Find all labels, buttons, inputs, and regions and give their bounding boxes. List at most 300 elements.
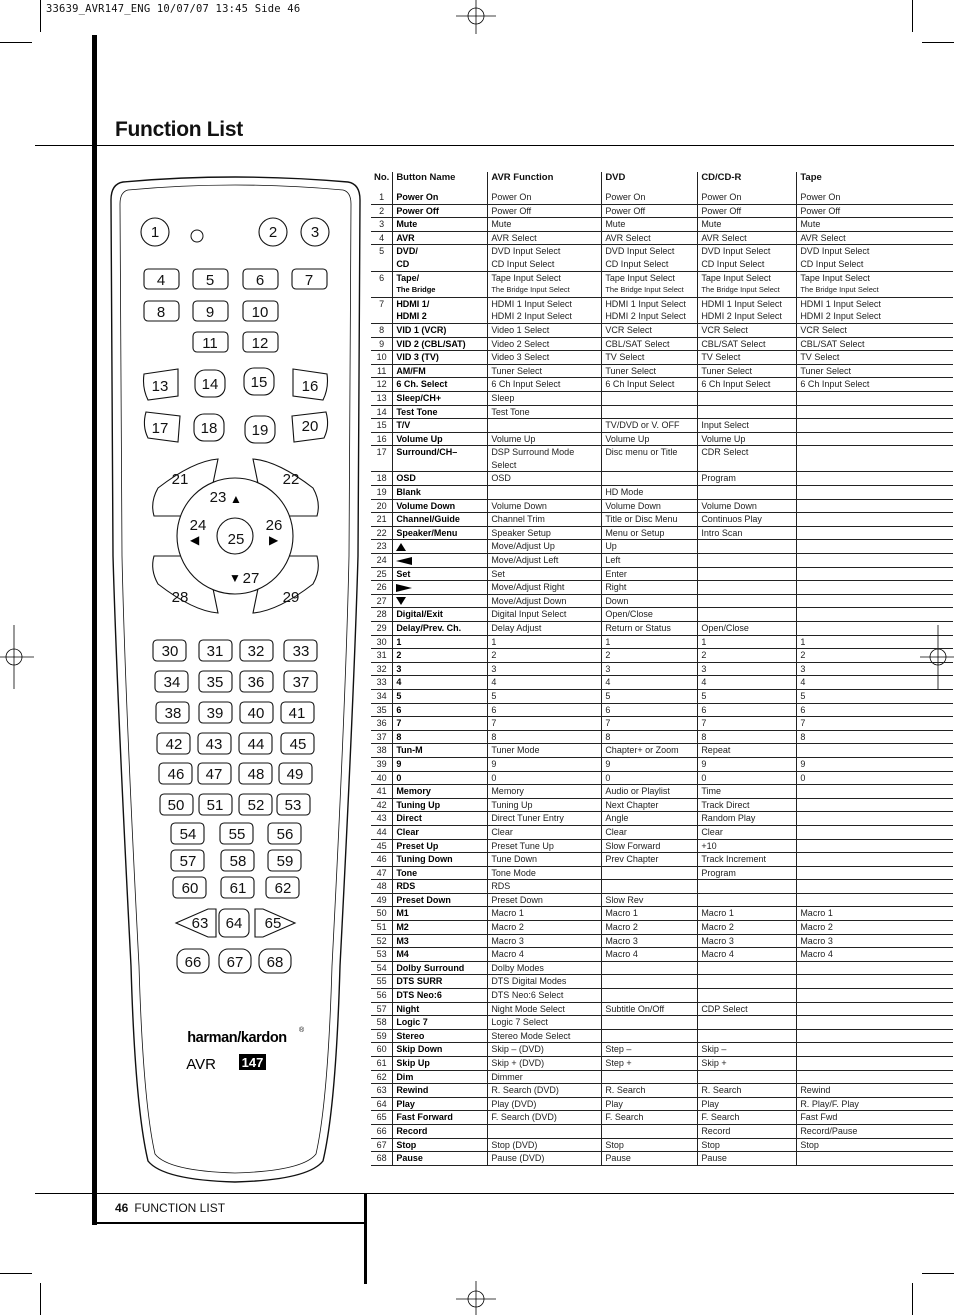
function-list-table [371, 172, 953, 1166]
footer-bar [364, 1194, 367, 1284]
svg-text:38: 38 [164, 705, 182, 722]
function-cell: HDMI 1 Input Select HDMI 2 Input Select [797, 297, 953, 323]
function-cell: CDP Select [698, 1002, 797, 1016]
button-name: Surround/CH– [393, 446, 488, 472]
remote-model-number: 147 [241, 1055, 264, 1070]
row-number: 45 [371, 839, 393, 853]
table-row [371, 391, 953, 405]
row-number: 24 [371, 554, 393, 568]
function-cell: Program [698, 866, 797, 880]
row-number: 49 [371, 893, 393, 907]
table-row [371, 581, 953, 595]
row-number: 65 [371, 1111, 393, 1125]
button-name: 6 Ch. Select [393, 378, 488, 392]
button-name: 1 [393, 635, 488, 649]
button-name: Skip Up [393, 1057, 488, 1071]
function-cell: 1 [602, 635, 698, 649]
row-number: 4 [371, 231, 393, 245]
button-name: OSD [393, 472, 488, 486]
svg-text:31: 31 [206, 643, 224, 660]
table-row [371, 526, 953, 540]
function-cell [698, 880, 797, 894]
svg-text:5: 5 [205, 272, 215, 289]
function-cell: 9 [797, 757, 953, 771]
table-row [371, 717, 953, 731]
arrow-key-icon [396, 557, 412, 565]
svg-text:67: 67 [226, 954, 244, 971]
table-row [371, 989, 953, 1003]
function-cell [797, 499, 953, 513]
function-cell: 5 [488, 689, 602, 703]
function-cell: Random Play [698, 812, 797, 826]
button-name: Tone [393, 866, 488, 880]
function-cell: Power On [797, 191, 953, 204]
function-cell: Tuner Select [698, 364, 797, 378]
table-row [371, 853, 953, 867]
row-number: 5 [371, 245, 393, 271]
row-number: 42 [371, 798, 393, 812]
row-number: 67 [371, 1138, 393, 1152]
function-cell [797, 1016, 953, 1030]
function-cell: Volume Up [698, 432, 797, 446]
svg-text:33: 33 [292, 643, 310, 660]
function-cell [797, 432, 953, 446]
function-cell: Preset Tune Up [488, 839, 602, 853]
function-cell: Speaker Setup [488, 526, 602, 540]
function-cell: Mute [602, 218, 698, 232]
svg-text:6: 6 [255, 272, 265, 289]
function-cell [797, 785, 953, 799]
table-row [371, 513, 953, 527]
function-cell [797, 975, 953, 989]
row-number: 6 [371, 271, 393, 297]
button-name: Memory [393, 785, 488, 799]
function-cell [797, 880, 953, 894]
table-row [371, 1016, 953, 1030]
table-row [371, 554, 953, 568]
table-row [371, 825, 953, 839]
function-cell: Stereo Mode Select [488, 1029, 602, 1043]
button-name: M4 [393, 948, 488, 962]
function-cell [488, 1124, 602, 1138]
button-name: Night [393, 1002, 488, 1016]
button-name [393, 540, 488, 554]
function-cell: Macro 2 [797, 921, 953, 935]
function-cell: 6 [488, 703, 602, 717]
svg-text:54: 54 [179, 826, 197, 843]
button-name: HDMI 1/ HDMI 2 [393, 297, 488, 323]
button-name: 8 [393, 730, 488, 744]
function-cell: Next Chapter [602, 798, 698, 812]
function-cell: Repeat [698, 744, 797, 758]
function-cell: Macro 1 [602, 907, 698, 921]
svg-text:13: 13 [151, 378, 169, 395]
table-row [371, 323, 953, 337]
function-cell [698, 608, 797, 622]
function-cell [797, 961, 953, 975]
function-cell: 2 [698, 649, 797, 663]
function-cell: 6 Ch Input Select [698, 378, 797, 392]
function-cell: Prev Chapter [602, 853, 698, 867]
function-cell [797, 581, 953, 595]
table-row [371, 812, 953, 826]
row-number: 10 [371, 351, 393, 365]
button-name: DTS SURR [393, 975, 488, 989]
function-cell: Tape Input Select The Bridge Input Select [797, 271, 953, 297]
function-cell [797, 1057, 953, 1071]
function-cell [698, 594, 797, 608]
svg-text:53: 53 [284, 797, 302, 814]
function-cell: Subtitle On/Off [602, 1002, 698, 1016]
table-row [371, 191, 953, 204]
svg-text:40: 40 [247, 705, 265, 722]
column-header: AVR Function [488, 172, 602, 191]
function-cell [797, 405, 953, 419]
row-number: 9 [371, 337, 393, 351]
function-cell: Move/Adjust Down [488, 594, 602, 608]
function-cell [698, 961, 797, 975]
svg-text:19: 19 [251, 422, 269, 439]
function-cell: VCR Select [797, 323, 953, 337]
table-row [371, 866, 953, 880]
function-cell: Delay Adjust [488, 622, 602, 636]
table-row [371, 961, 953, 975]
function-cell: Slow Rev [602, 893, 698, 907]
function-cell: Mute [698, 218, 797, 232]
function-cell [797, 893, 953, 907]
svg-text:36: 36 [247, 674, 265, 691]
row-number: 44 [371, 825, 393, 839]
function-cell: 8 [797, 730, 953, 744]
row-number: 55 [371, 975, 393, 989]
svg-text:46: 46 [167, 766, 185, 783]
function-cell: 4 [602, 676, 698, 690]
function-cell: Tuner Select [488, 364, 602, 378]
row-number: 57 [371, 1002, 393, 1016]
function-cell: 1 [797, 635, 953, 649]
row-number: 23 [371, 540, 393, 554]
svg-text:68: 68 [266, 954, 284, 971]
button-name: 3 [393, 662, 488, 676]
button-name: Rewind [393, 1084, 488, 1098]
function-cell [698, 405, 797, 419]
svg-text:47: 47 [205, 766, 223, 783]
function-cell: AVR Select [488, 231, 602, 245]
svg-text:55: 55 [228, 826, 246, 843]
column-header: No. [374, 172, 390, 183]
function-cell: Pause [602, 1152, 698, 1166]
crop-mark [0, 1273, 32, 1274]
function-cell [797, 866, 953, 880]
function-cell: CBL/SAT Select [797, 337, 953, 351]
table-row [371, 1138, 953, 1152]
function-cell: Stop [797, 1138, 953, 1152]
button-name: 0 [393, 771, 488, 785]
function-cell [698, 1070, 797, 1084]
table-row [371, 1029, 953, 1043]
function-cell [797, 839, 953, 853]
svg-text:30: 30 [161, 643, 179, 660]
svg-text:◀: ◀ [190, 533, 200, 547]
function-cell: Chapter+ or Zoom [602, 744, 698, 758]
function-cell: Macro 2 [698, 921, 797, 935]
table-row [371, 594, 953, 608]
function-cell: Move/Adjust Right [488, 581, 602, 595]
function-cell: Program [698, 472, 797, 486]
function-cell: Mute [488, 218, 602, 232]
function-cell: 2 [797, 649, 953, 663]
function-cell: Power Off [488, 204, 602, 218]
function-cell: Tape Input Select The Bridge Input Select [698, 271, 797, 297]
table-row [371, 218, 953, 232]
row-number: 21 [371, 513, 393, 527]
registration-mark [0, 625, 34, 689]
function-cell: Video 3 Select [488, 351, 602, 365]
remote-model-prefix: AVR [186, 1056, 216, 1073]
function-cell: Power Off [602, 204, 698, 218]
crop-mark [40, 1283, 41, 1315]
function-cell: AVR Select [797, 231, 953, 245]
button-name: Preset Down [393, 893, 488, 907]
function-cell: 7 [797, 717, 953, 731]
svg-text:27: 27 [242, 570, 260, 587]
function-cell: 2 [488, 649, 602, 663]
function-cell: Enter [602, 567, 698, 581]
function-cell [797, 812, 953, 826]
row-number: 2 [371, 204, 393, 218]
function-cell [698, 567, 797, 581]
function-cell: CDR Select [698, 446, 797, 472]
function-cell: Input Select [698, 419, 797, 433]
function-cell: Volume Up [602, 432, 698, 446]
function-cell: Power On [488, 191, 602, 204]
function-cell [797, 853, 953, 867]
function-cell: Macro 2 [488, 921, 602, 935]
button-name: DTS Neo:6 [393, 989, 488, 1003]
function-cell: Clear [602, 825, 698, 839]
function-cell: Channel Trim [488, 513, 602, 527]
function-cell: Power Off [698, 204, 797, 218]
column-header: CD/CD-R [698, 172, 797, 191]
row-number: 40 [371, 771, 393, 785]
table-row [371, 1124, 953, 1138]
row-number: 37 [371, 730, 393, 744]
function-cell [602, 975, 698, 989]
button-name: Direct [393, 812, 488, 826]
button-name: Power On [393, 191, 488, 204]
table-row [371, 1084, 953, 1098]
svg-text:8: 8 [156, 304, 166, 321]
footer-underline [96, 1222, 366, 1224]
svg-text:15: 15 [250, 374, 268, 391]
function-cell [602, 472, 698, 486]
registration-mark [456, 1281, 496, 1315]
margin-bar [92, 35, 97, 1225]
function-cell: F. Search (DVD) [488, 1111, 602, 1125]
function-cell: 6 Ch Input Select [602, 378, 698, 392]
row-number: 59 [371, 1029, 393, 1043]
function-cell: HDMI 1 Input Select HDMI 2 Input Select [488, 297, 602, 323]
row-number: 38 [371, 744, 393, 758]
function-cell: Skip + (DVD) [488, 1057, 602, 1071]
svg-text:24: 24 [189, 517, 207, 534]
svg-text:12: 12 [251, 335, 269, 352]
button-name: Test Tone [393, 405, 488, 419]
row-number: 58 [371, 1016, 393, 1030]
table-row [371, 839, 953, 853]
function-cell: +10 [698, 839, 797, 853]
row-number: 13 [371, 391, 393, 405]
button-name: Play [393, 1097, 488, 1111]
button-name: Channel/Guide [393, 513, 488, 527]
crop-mark [922, 1273, 954, 1274]
function-cell: Step – [602, 1043, 698, 1057]
function-cell: Digital Input Select [488, 608, 602, 622]
row-number: 3 [371, 218, 393, 232]
function-cell: 5 [797, 689, 953, 703]
button-name: M2 [393, 921, 488, 935]
table-row [371, 1043, 953, 1057]
function-cell: AVR Select [698, 231, 797, 245]
svg-text:7: 7 [304, 272, 314, 289]
function-cell: 4 [488, 676, 602, 690]
function-cell: F. Search [602, 1111, 698, 1125]
function-cell [602, 405, 698, 419]
crop-mark [912, 1283, 913, 1315]
table-row [371, 921, 953, 935]
svg-text:41: 41 [288, 705, 306, 722]
function-cell: Memory [488, 785, 602, 799]
button-name: M3 [393, 934, 488, 948]
crop-mark [0, 42, 32, 43]
function-cell: Audio or Playlist [602, 785, 698, 799]
function-cell: 1 [488, 635, 602, 649]
function-cell: Pause [698, 1152, 797, 1166]
function-cell: Disc menu or Title [602, 446, 698, 472]
button-name: 9 [393, 757, 488, 771]
button-name: Dim [393, 1070, 488, 1084]
row-number: 53 [371, 948, 393, 962]
table-row [371, 1111, 953, 1125]
row-number: 34 [371, 689, 393, 703]
function-cell: 0 [797, 771, 953, 785]
svg-text:37: 37 [292, 674, 310, 691]
function-cell: 7 [488, 717, 602, 731]
row-number: 54 [371, 961, 393, 975]
row-number: 46 [371, 853, 393, 867]
table-row [371, 730, 953, 744]
function-cell: Left [602, 554, 698, 568]
function-cell: Move/Adjust Up [488, 540, 602, 554]
button-name: 6 [393, 703, 488, 717]
function-cell: Logic 7 Select [488, 1016, 602, 1030]
table-row [371, 649, 953, 663]
function-cell: Down [602, 594, 698, 608]
function-cell: 4 [797, 676, 953, 690]
table-row [371, 689, 953, 703]
function-cell: Clear [488, 825, 602, 839]
row-number: 15 [371, 419, 393, 433]
function-cell: Volume Down [488, 499, 602, 513]
table-row [371, 1002, 953, 1016]
footer-rule [35, 1193, 954, 1194]
function-cell: Macro 4 [797, 948, 953, 962]
button-name [393, 594, 488, 608]
svg-text:45: 45 [289, 736, 307, 753]
table-row [371, 378, 953, 392]
function-cell: Track Direct [698, 798, 797, 812]
function-cell: Direct Tuner Entry [488, 812, 602, 826]
button-name: Preset Up [393, 839, 488, 853]
table-row [371, 567, 953, 581]
footer-section: FUNCTION LIST [134, 1201, 226, 1215]
table-row [371, 703, 953, 717]
function-cell: Record [698, 1124, 797, 1138]
function-cell: Tape Input Select The Bridge Input Select [488, 271, 602, 297]
button-name: Tuning Up [393, 798, 488, 812]
svg-text:11: 11 [202, 335, 218, 352]
function-cell: Open/Close [698, 622, 797, 636]
function-cell: Clear [698, 825, 797, 839]
function-cell [797, 419, 953, 433]
function-cell: HDMI 1 Input Select HDMI 2 Input Select [602, 297, 698, 323]
function-cell: Rewind [797, 1084, 953, 1098]
row-number: 60 [371, 1043, 393, 1057]
function-cell [602, 880, 698, 894]
function-cell: Time [698, 785, 797, 799]
function-cell: Tuner Select [602, 364, 698, 378]
function-cell: Slow Forward [602, 839, 698, 853]
function-cell: HDMI 1 Input Select HDMI 2 Input Select [698, 297, 797, 323]
function-cell: 3 [488, 662, 602, 676]
function-cell: R. Play/F. Play [797, 1097, 953, 1111]
function-cell: Skip – [698, 1043, 797, 1057]
function-cell: Return or Status [602, 622, 698, 636]
function-cell: TV/DVD or V. OFF [602, 419, 698, 433]
row-number: 1 [371, 191, 393, 204]
function-cell: Tune Down [488, 853, 602, 867]
remote-key-2: 2 [268, 224, 278, 241]
table-row [371, 771, 953, 785]
table-row [371, 1070, 953, 1084]
row-number: 64 [371, 1097, 393, 1111]
svg-text:50: 50 [167, 797, 185, 814]
function-cell: 7 [698, 717, 797, 731]
function-cell [698, 893, 797, 907]
function-cell [797, 472, 953, 486]
function-cell [602, 866, 698, 880]
function-cell: 6 [602, 703, 698, 717]
function-cell: Night Mode Select [488, 1002, 602, 1016]
button-name: Pause [393, 1152, 488, 1166]
function-cell: 1 [698, 635, 797, 649]
function-cell: Play [698, 1097, 797, 1111]
button-name: Power Off [393, 204, 488, 218]
table-header-row [371, 172, 953, 191]
button-name: Speaker/Menu [393, 526, 488, 540]
function-cell [488, 419, 602, 433]
table-row [371, 662, 953, 676]
function-cell: HD Mode [602, 486, 698, 500]
function-cell [797, 594, 953, 608]
row-number: 62 [371, 1070, 393, 1084]
function-cell: DTS Digital Modes [488, 975, 602, 989]
button-name: DVD/ CD [393, 245, 488, 271]
row-number: 16 [371, 432, 393, 446]
row-number: 52 [371, 934, 393, 948]
function-cell: Power On [602, 191, 698, 204]
table-row [371, 486, 953, 500]
